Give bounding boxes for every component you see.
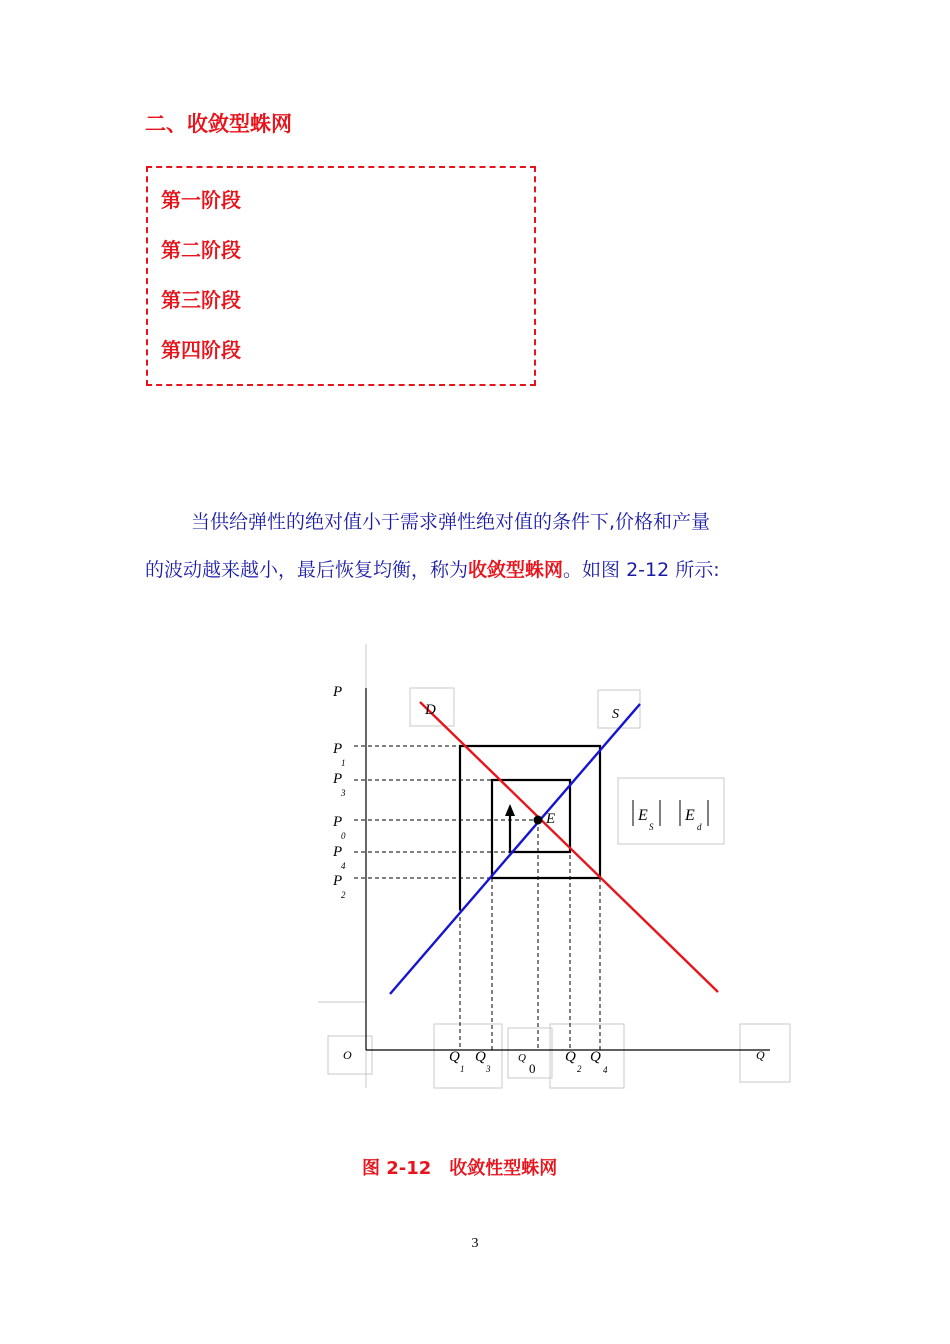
quantity-q3-sub: 3 <box>486 1064 491 1074</box>
stage-4: 第四阶段 <box>161 338 241 362</box>
supply-label: S <box>612 707 619 722</box>
price-p0-sub: 0 <box>341 831 346 841</box>
quantity-labels <box>449 1049 608 1076</box>
quantity-q2-sub: 2 <box>577 1064 582 1074</box>
quantity-q4-sub: 4 <box>603 1065 608 1075</box>
price-p0: P <box>333 814 343 830</box>
demand-label: D <box>425 702 436 718</box>
paragraph-line-2-end: 。如图 2-12 所示: <box>563 559 720 581</box>
paragraph-line-2-start: 的波动越来越小，最后恢复均衡，称为 <box>145 559 469 581</box>
paragraph-line-1: 当供给弹性的绝对值小于需求弹性绝对值的条件下,价格和产量 <box>191 511 711 533</box>
quantity-q3: Q <box>475 1049 486 1065</box>
quantity-q0: Q <box>518 1052 526 1064</box>
description-paragraph <box>145 498 810 594</box>
supply-elasticity: E <box>638 807 648 824</box>
quantity-guides <box>460 820 600 1050</box>
price-p1-sub: 1 <box>341 758 346 768</box>
quantity-q4: Q <box>590 1049 601 1065</box>
quantity-q0-sub: 0 <box>529 1061 536 1076</box>
supply-curve <box>390 704 640 994</box>
cobweb-diagram <box>300 640 800 1100</box>
page-number: 3 <box>471 1236 479 1251</box>
paragraph-line-2 <box>145 546 810 594</box>
stages-box <box>146 166 536 386</box>
elasticity-comparison <box>633 800 708 832</box>
origin-label: O <box>343 1048 352 1062</box>
price-p2: P <box>333 873 343 889</box>
stage-1: 第一阶段 <box>161 188 241 212</box>
price-p1: P <box>333 741 343 757</box>
cobweb-arrowhead <box>505 804 515 816</box>
stage-3: 第三阶段 <box>161 288 241 312</box>
quantity-q1: Q <box>449 1049 460 1065</box>
supply-elasticity-sub: S <box>649 822 654 832</box>
price-labels <box>332 741 346 900</box>
stage-2: 第二阶段 <box>161 238 241 262</box>
demand-elasticity: E <box>685 807 695 824</box>
price-p4: P <box>333 844 343 860</box>
price-p3: P <box>333 771 343 787</box>
p-axis-label: P <box>333 684 343 700</box>
figure-caption: 图 2-12 收敛性型蛛网 <box>362 1158 558 1179</box>
equilibrium-label: E <box>546 811 556 827</box>
highlight-term: 收敛型蛛网 <box>468 559 564 581</box>
equilibrium-point <box>534 816 543 825</box>
quantity-q2: Q <box>565 1049 576 1065</box>
price-p4-sub: 4 <box>341 861 346 871</box>
label-frames <box>318 644 790 1088</box>
price-p3-sub: 3 <box>341 788 346 798</box>
q-axis-label: Q <box>756 1048 765 1062</box>
cobweb-path <box>460 746 600 910</box>
demand-elasticity-sub: d <box>697 822 702 832</box>
price-p2-sub: 2 <box>341 890 346 900</box>
section-heading: 二、收敛型蛛网 <box>145 112 292 136</box>
quantity-q1-sub: 1 <box>460 1064 465 1074</box>
